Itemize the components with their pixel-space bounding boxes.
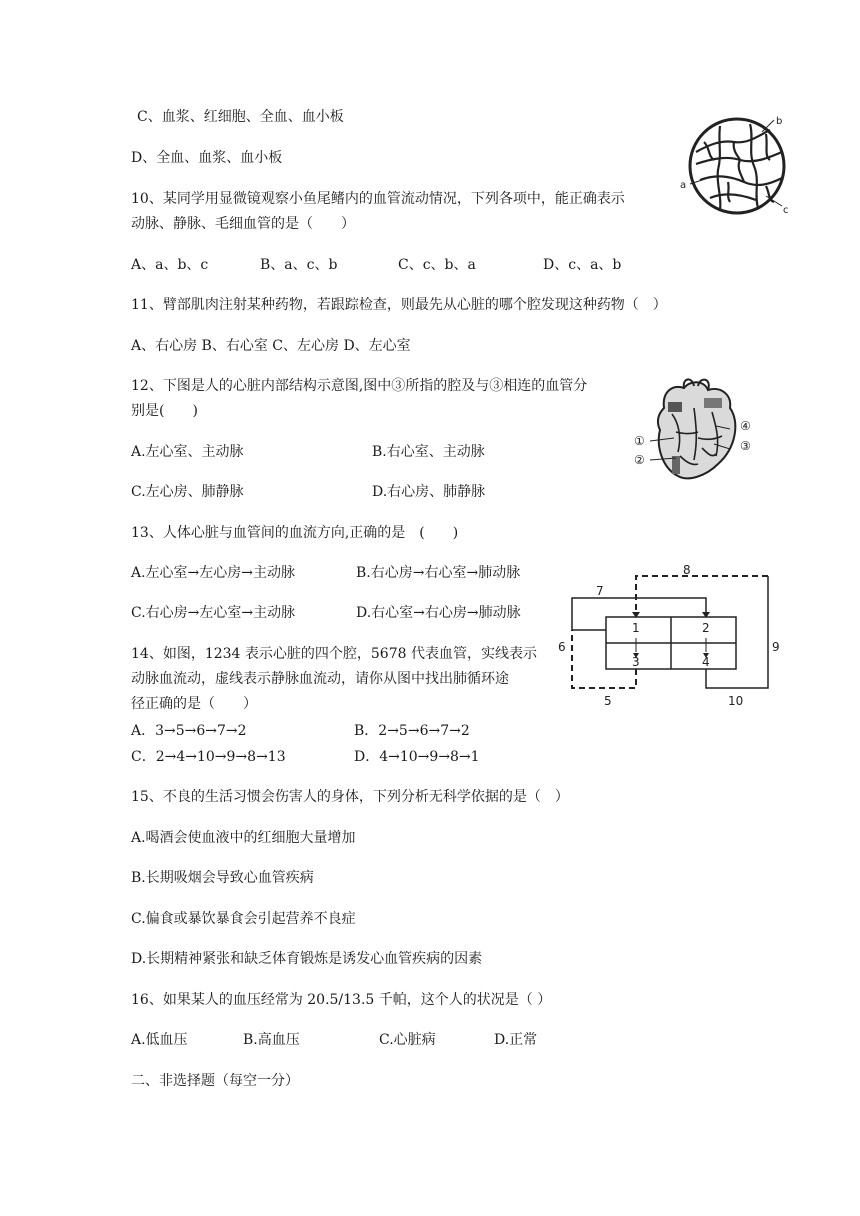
q10-option-a: A、a、b、c [131, 257, 209, 273]
fig-label-1: ① [634, 434, 645, 448]
q10-option-d: D、c、a、b [543, 257, 622, 273]
heart-structure-figure [632, 378, 762, 486]
q16-option-a: A.低血压 [131, 1032, 188, 1048]
q14-option-c: C．2→4→10→9→8→13 [131, 749, 286, 765]
q13-option-a: A.左心室→左心房→主动脉 [131, 565, 296, 581]
q10-stem-line1: 10、某同学用显微镜观察小鱼尾鳍内的血管流动情况，下列各项中，能正确表示 [131, 191, 625, 207]
fig-label-3: ③ [740, 439, 751, 453]
q12-stem-line2: 别是( ) [131, 403, 198, 419]
q14-option-d: D．4→10→9→8→1 [354, 749, 480, 765]
q16-stem: 16、如果某人的血压经常为 20.5/13.5 千帕，这个人的状况是（ ） [131, 992, 552, 1008]
diagram-label-4: 4 [702, 655, 710, 669]
q13-option-c: C.右心房→左心室→主动脉 [131, 605, 296, 621]
fig-label-4: ④ [740, 419, 751, 433]
q15-option-b: B.长期吸烟会导致心血管疾病 [131, 870, 314, 886]
diagram-label-5: 5 [604, 694, 612, 708]
q9-option-c: C、血浆、红细胞、全血、血小板 [137, 109, 344, 125]
fig-label-b: b [776, 116, 783, 127]
q13-option-d: D.右心室→右心房→肺动脉 [356, 605, 521, 621]
diagram-label-8: 8 [683, 563, 691, 577]
q16-option-d: D.正常 [494, 1032, 538, 1048]
q15-stem: 15、不良的生活习惯会伤害人的身体，下列分析无科学依据的是（ ） [131, 789, 569, 805]
diagram-label-2: 2 [702, 621, 710, 635]
q14-option-a: A．3→5→6→7→2 [131, 723, 247, 739]
diagram-label-7: 7 [596, 584, 604, 598]
diagram-label-1: 1 [632, 621, 640, 635]
circulation-diagram-figure [552, 560, 792, 710]
q10-option-c: C、c、b、a [398, 257, 476, 273]
q13-option-b: B.右心房→右心室→肺动脉 [356, 565, 521, 581]
q16-option-b: B.高血压 [243, 1032, 300, 1048]
fig-label-a: a [680, 180, 687, 191]
q14-option-b: B．2→5→6→7→2 [354, 723, 470, 739]
fig-label-c: c [783, 205, 789, 216]
q13-stem: 13、人体心脏与血管间的血流方向,正确的是 ( ) [131, 525, 459, 541]
q12-option-b: B.右心室、主动脉 [372, 444, 485, 460]
q16-option-c: C.心脏病 [379, 1032, 436, 1048]
diagram-label-3: 3 [632, 655, 640, 669]
diagram-label-6: 6 [558, 640, 566, 654]
diagram-label-10: 10 [728, 694, 744, 708]
q15-option-d: D.长期精神紧张和缺乏体育锻炼是诱发心血管疾病的因素 [131, 951, 483, 967]
q9-option-d: D、全血、血浆、血小板 [131, 150, 283, 166]
q15-option-c: C.偏食或暴饮暴食会引起营养不良症 [131, 911, 356, 927]
q14-stem-line1: 14、如图，1234 表示心脏的四个腔，5678 代表血管，实线表示 [131, 646, 537, 662]
q12-option-a: A.左心室、主动脉 [131, 444, 244, 460]
diagram-label-9: 9 [772, 640, 780, 654]
q12-stem-line1: 12、下图是人的心脏内部结构示意图,图中③所指的腔及与③相连的血管分 [131, 378, 588, 394]
fig-label-2: ② [634, 453, 645, 467]
q12-option-c: C.左心房、肺静脉 [131, 484, 244, 500]
q11-stem: 11、臂部肌肉注射某种药物，若跟踪检查，则最先从心脏的哪个腔发现这种药物（ ） [131, 297, 667, 313]
q11-options: A、右心房 B、右心室 C、左心房 D、左心室 [131, 338, 411, 354]
q10-stem-line2: 动脉、静脉、毛细血管的是（ ） [131, 216, 355, 232]
q14-stem-line3: 径正确的是（ ） [131, 696, 257, 712]
blood-vessel-microscope-figure [670, 112, 800, 222]
section-2-title: 二、非选择题（每空一分） [131, 1073, 299, 1089]
q10-option-b: B、a、c、b [260, 257, 338, 273]
q15-option-a: A.喝酒会使血液中的红细胞大量增加 [131, 830, 356, 846]
q14-stem-line2: 动脉血流动，虚线表示静脉血流动，请你从图中找出肺循环途 [131, 671, 509, 687]
q12-option-d: D.右心房、肺静脉 [372, 484, 486, 500]
